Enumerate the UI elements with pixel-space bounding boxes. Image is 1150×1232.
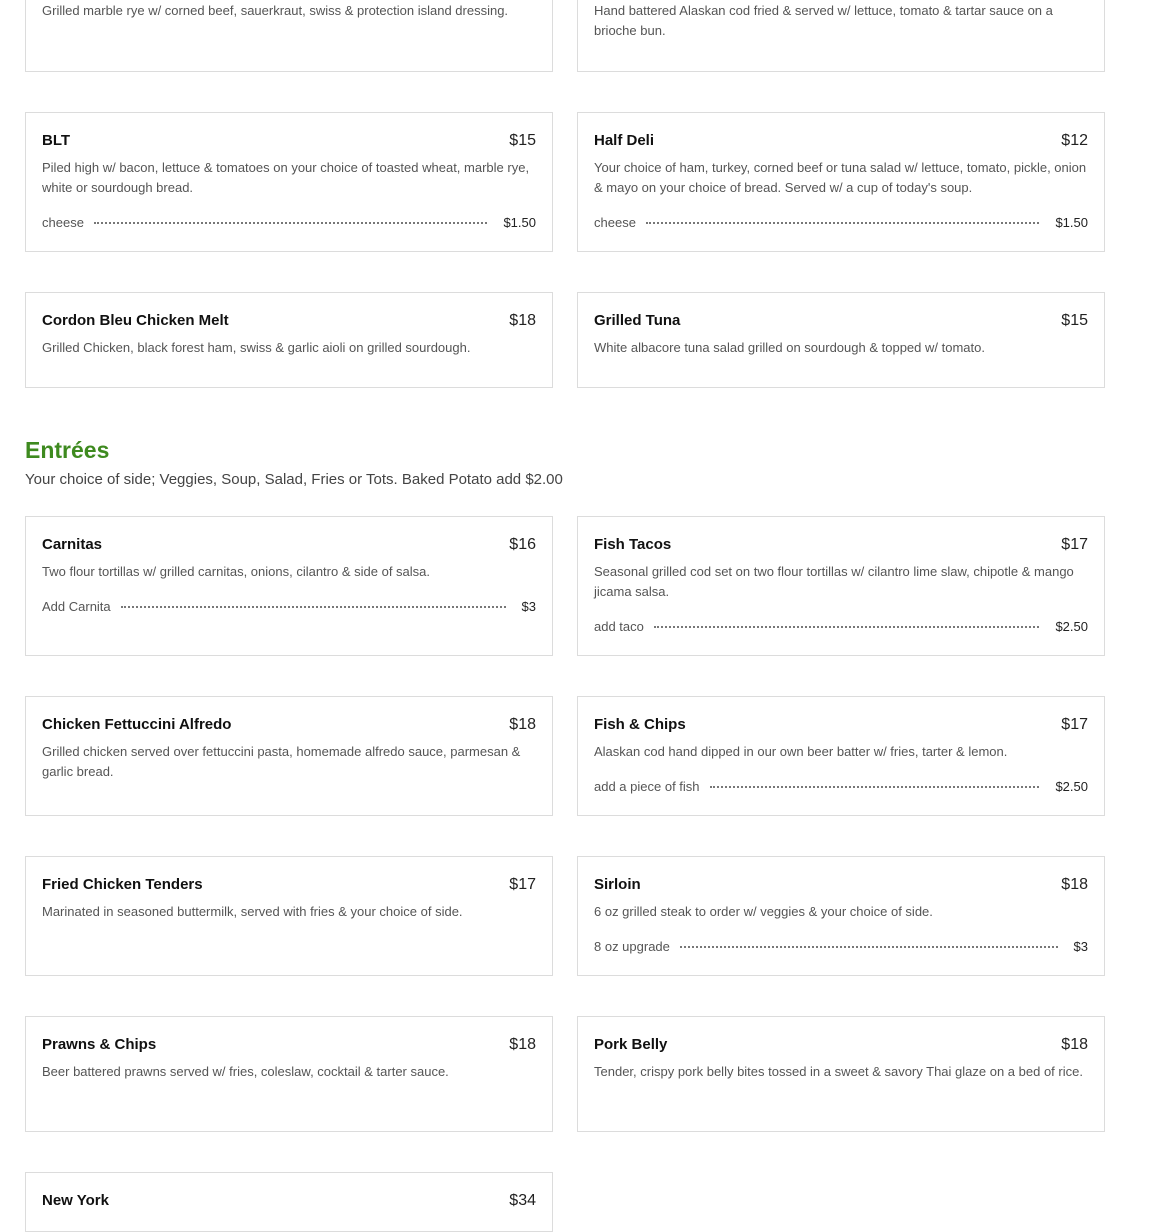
menu-item-card[interactable] <box>25 0 553 72</box>
menu-item-card[interactable] <box>577 1016 1105 1132</box>
item-description: Hand battered Alaskan cod fried & served w/ lettuce, tomato & tartar sauce on a brioche bun. <box>594 3 1053 38</box>
addon-price: $2.50 <box>1055 778 1088 794</box>
item-name: Fish Tacos <box>594 536 672 553</box>
dot-leader <box>121 606 506 608</box>
item-name: Sirloin <box>594 876 641 893</box>
addon-label: Add Carnita <box>42 598 111 614</box>
item-addon[interactable] <box>594 777 1088 795</box>
item-description: 6 oz grilled steak to order w/ veggies & your choice of side. <box>594 904 933 919</box>
item-addon[interactable] <box>42 213 536 231</box>
item-price: $17 <box>509 876 536 893</box>
item-name: Grilled Tuna <box>594 312 681 329</box>
dot-leader <box>710 786 1040 788</box>
item-price: $17 <box>1061 716 1088 733</box>
item-description: Tender, crispy pork belly bites tossed in a sweet & savory Thai glaze on a bed of rice. <box>594 1064 1083 1079</box>
addon-label: add taco <box>594 618 644 634</box>
item-description: Marinated in seasoned buttermilk, served with fries & your choice of side. <box>42 904 463 919</box>
item-name: Fried Chicken Tenders <box>42 876 203 893</box>
item-description: Grilled chicken served over fettuccini pasta, homemade alfredo sauce, parmesan & garlic bread. <box>42 744 521 779</box>
item-description: Grilled Chicken, black forest ham, swiss & garlic aioli on grilled sourdough. <box>42 340 471 355</box>
addon-price: $3 <box>1073 938 1088 954</box>
addon-price: $1.50 <box>503 214 536 230</box>
item-name: Pork Belly <box>594 1036 668 1053</box>
menu-item-card[interactable] <box>577 0 1105 72</box>
dot-leader <box>680 946 1058 948</box>
addon-label: 8 oz upgrade <box>594 938 670 954</box>
menu-item-card[interactable] <box>25 1172 553 1232</box>
item-addon[interactable] <box>594 617 1088 635</box>
item-description: Beer battered prawns served w/ fries, coleslaw, cocktail & tarter sauce. <box>42 1064 449 1079</box>
item-price: $12 <box>1061 132 1088 149</box>
item-price: $17 <box>1061 536 1088 553</box>
item-price: $34 <box>509 1192 536 1209</box>
item-name: BLT <box>42 132 71 149</box>
menu-item-card[interactable] <box>577 856 1105 976</box>
menu-item-card[interactable] <box>577 516 1105 656</box>
item-description: White albacore tuna salad grilled on sourdough & topped w/ tomato. <box>594 340 985 355</box>
addon-label: cheese <box>594 214 636 230</box>
menu-item-card[interactable] <box>25 696 553 816</box>
menu-item-card[interactable] <box>577 112 1105 252</box>
item-description: Seasonal grilled cod set on two flour tortillas w/ cilantro lime slaw, chipotle & mango jicama salsa. <box>594 564 1074 599</box>
item-name: Carnitas <box>42 536 103 553</box>
item-price: $18 <box>1061 1036 1088 1053</box>
item-addon[interactable] <box>594 937 1088 955</box>
addon-label: add a piece of fish <box>594 778 700 794</box>
menu-item-card[interactable] <box>577 292 1105 388</box>
addon-price: $3 <box>521 598 536 614</box>
section-subtitle: Your choice of side; Veggies, Soup, Salad, Fries or Tots. Baked Potato add $2.00 <box>25 471 563 488</box>
item-name: Cordon Bleu Chicken Melt <box>42 312 229 329</box>
item-price: $18 <box>509 716 536 733</box>
item-name: Prawns & Chips <box>42 1036 157 1053</box>
dot-leader <box>94 222 488 224</box>
menu-item-card[interactable] <box>25 516 553 656</box>
addon-price: $2.50 <box>1055 618 1088 634</box>
item-description: Your choice of ham, turkey, corned beef or tuna salad w/ lettuce, tomato, pickle, onion & mayo on your choice of bread. Served w/ a cup of today's soup. <box>594 160 1087 195</box>
section-title: Entrées <box>25 437 110 463</box>
dot-leader <box>646 222 1040 224</box>
item-name: Fish & Chips <box>594 716 686 733</box>
item-description: Grilled marble rye w/ corned beef, sauerkraut, swiss & protection island dressing. <box>42 3 509 18</box>
menu-item-card[interactable] <box>25 856 553 976</box>
menu-item-card[interactable] <box>25 1016 553 1132</box>
item-name: Half Deli <box>594 132 655 149</box>
item-price: $15 <box>509 132 536 149</box>
item-description: Two flour tortillas w/ grilled carnitas, onions, cilantro & side of salsa. <box>42 564 431 579</box>
menu-item-card[interactable] <box>25 112 553 252</box>
dot-leader <box>654 626 1040 628</box>
item-price: $18 <box>509 1036 536 1053</box>
item-description: Alaskan cod hand dipped in our own beer batter w/ fries, tarter & lemon. <box>594 744 1008 759</box>
item-name: New York <box>42 1192 109 1209</box>
item-price: $15 <box>1061 312 1088 329</box>
item-description: Piled high w/ bacon, lettuce & tomatoes on your choice of toasted wheat, marble rye, white or sourdough bread. <box>42 160 530 195</box>
item-name: Chicken Fettuccini Alfredo <box>42 716 232 733</box>
addon-price: $1.50 <box>1055 214 1088 230</box>
menu-item-card[interactable] <box>25 292 553 388</box>
item-price: $18 <box>1061 876 1088 893</box>
item-price: $16 <box>509 536 536 553</box>
item-price: $18 <box>509 312 536 329</box>
item-addon[interactable] <box>594 213 1088 231</box>
menu-item-card[interactable] <box>577 696 1105 816</box>
item-addon[interactable] <box>42 597 536 615</box>
addon-label: cheese <box>42 214 84 230</box>
